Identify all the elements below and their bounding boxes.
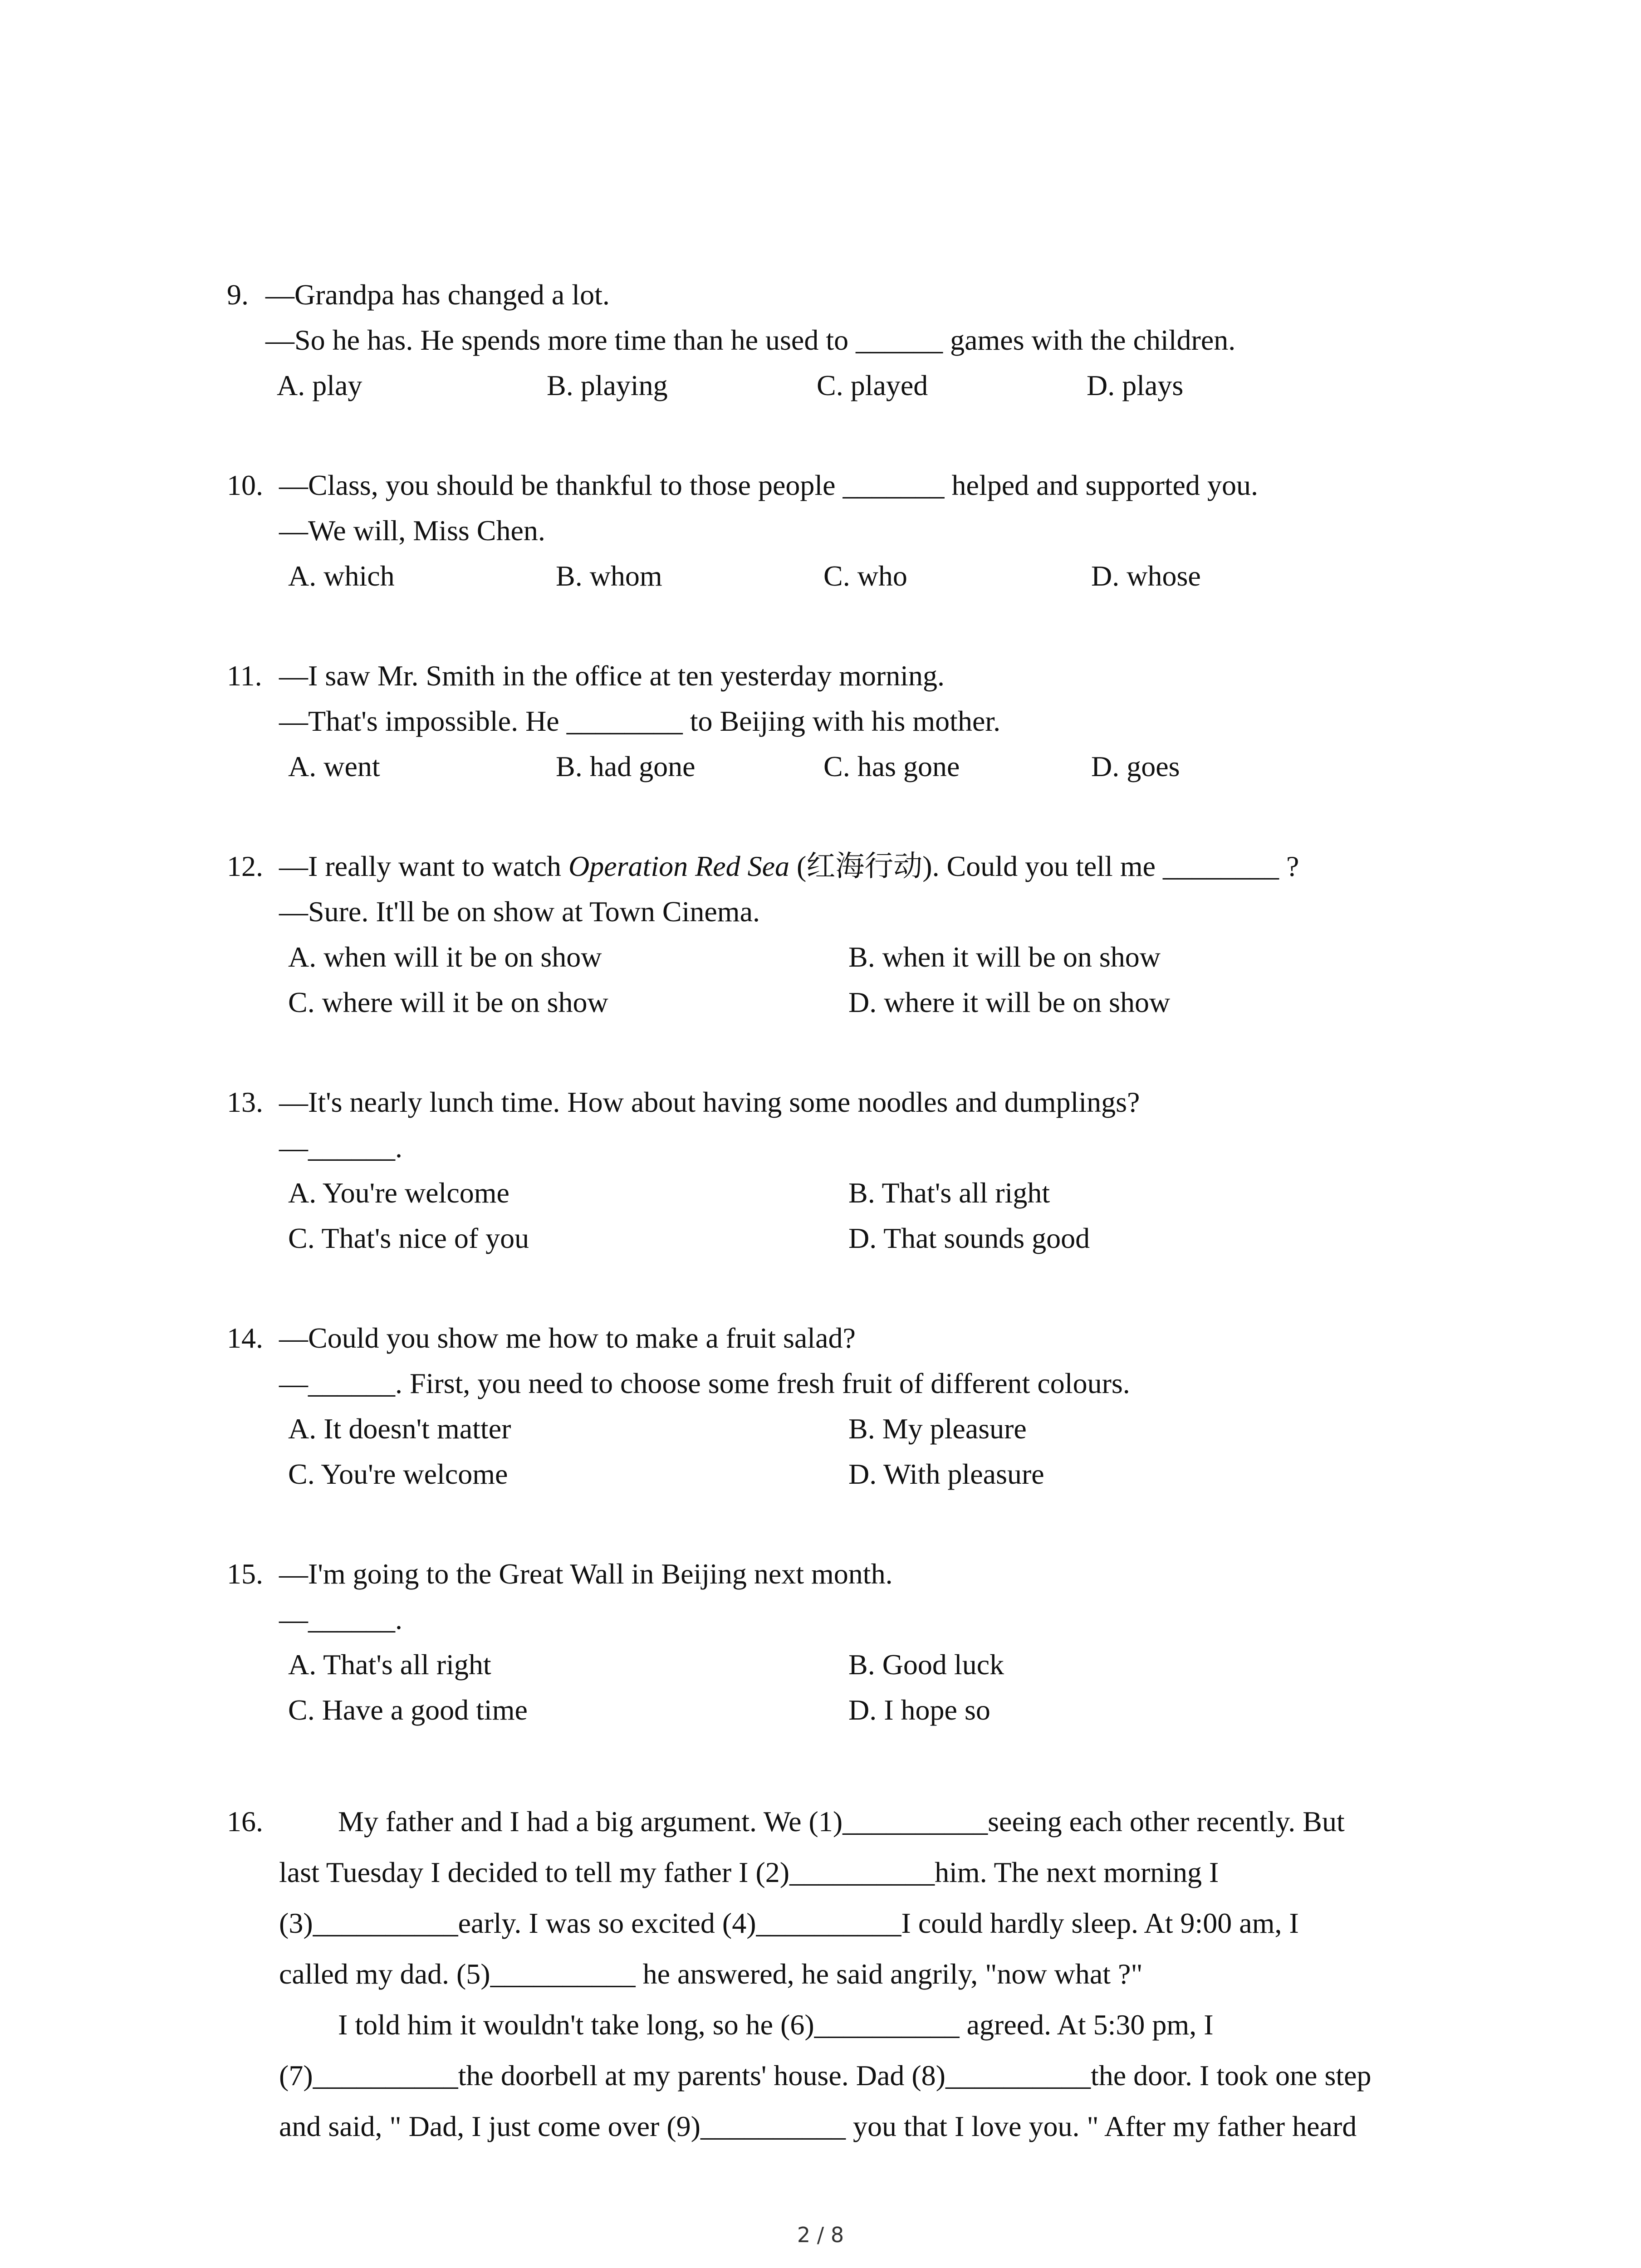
option-a: A. It doesn't matter [288,1413,511,1445]
question-number: 9. [227,279,249,311]
question-12 [227,844,1497,1025]
question-line: —Sure. It'll be on show at Town Cinema. [279,895,760,928]
option-c: C. You're welcome [288,1458,508,1490]
option-c: C. That's nice of you [288,1222,529,1254]
question-number: 12. [227,850,263,882]
question-line: —______. First, you need to choose some fresh fruit of different colours. [279,1367,1130,1399]
option-b: B. playing [547,369,668,401]
question-line: —I'm going to the Great Wall in Beijing next month. [279,1558,893,1590]
question-11 [227,653,1497,789]
question-line: —That's impossible. He ________ to Beijing with his mother. [279,705,1001,737]
question-line: —Class, you should be thankful to those people _______ helped and supported you. [279,469,1258,501]
question-15 [227,1551,1497,1733]
cloze-passage [227,1796,1452,2159]
passage-line: (7)__________the doorbell at my parents' house. Dad (8)__________the door. I took one step [279,2059,1372,2092]
option-b: B. had gone [556,750,696,782]
question-9 [227,272,1497,408]
question-text: —I really want to watch [279,850,568,882]
option-a: A. play [277,369,362,401]
question-line: —______. [279,1603,402,1635]
option-a: A. You're welcome [288,1177,509,1209]
question-line: —So he has. He spends more time than he used to ______ games with the children. [265,324,1236,356]
option-c: C. Have a good time [288,1694,528,1726]
passage-line: called my dad. (5)__________ he answered, he said angrily, "now what ?" [279,1958,1143,1990]
option-c: C. has gone [823,750,960,782]
option-b: B. My pleasure [848,1413,1027,1445]
question-line: —I saw Mr. Smith in the office at ten yesterday morning. [279,660,945,692]
question-number: 11. [227,660,262,692]
option-d: D. where it will be on show [848,986,1171,1018]
option-d: D. That sounds good [848,1222,1090,1254]
question-line [279,844,1299,889]
option-a: A. That's all right [288,1648,491,1681]
option-d: D. whose [1091,560,1201,592]
question-number: 14. [227,1322,263,1354]
question-text: (红海行动). Could you tell me ________ ? [789,850,1299,882]
passage-line: last Tuesday I decided to tell my father I (2)__________him. The next morning I [279,1856,1219,1888]
passage-line: and said, " Dad, I just come over (9)__________ you that I love you. " After my father heard [279,2110,1357,2142]
option-d: D. plays [1087,369,1184,401]
option-a: A. when will it be on show [288,941,602,973]
question-number: 10. [227,469,263,501]
option-a: A. went [288,750,380,782]
option-b: B. whom [556,560,662,592]
question-number: 16. [227,1805,263,1838]
movie-title: Operation Red Sea [568,850,789,882]
option-a: A. which [288,560,395,592]
question-13 [227,1080,1497,1261]
question-line: —It's nearly lunch time. How about having some noodles and dumplings? [279,1086,1140,1118]
question-number: 15. [227,1558,263,1590]
question-10 [227,463,1497,599]
page-number: 2 / 8 [797,2223,844,2247]
passage-line: My father and I had a big argument. We (1)__________seeing each other recently. But [338,1805,1345,1838]
option-c: C. played [817,369,928,401]
option-d: D. I hope so [848,1694,990,1726]
option-b: B. Good luck [848,1648,1004,1681]
passage-line: (3)__________early. I was so excited (4)__________I could hardly sleep. At 9:00 am, I [279,1907,1299,1939]
question-line: —______. [279,1131,402,1163]
question-14 [227,1315,1497,1497]
option-d: D. With pleasure [848,1458,1044,1490]
option-d: D. goes [1091,750,1180,782]
option-b: B. That's all right [848,1177,1050,1209]
option-c: C. who [823,560,907,592]
question-number: 13. [227,1086,263,1118]
option-c: C. where will it be on show [288,986,608,1018]
question-line: —We will, Miss Chen. [279,514,545,547]
option-b: B. when it will be on show [848,941,1161,973]
question-line: —Grandpa has changed a lot. [265,279,610,311]
passage-line: I told him it wouldn't take long, so he (6)__________ agreed. At 5:30 pm, I [338,2009,1214,2041]
question-line: —Could you show me how to make a fruit salad? [279,1322,856,1354]
